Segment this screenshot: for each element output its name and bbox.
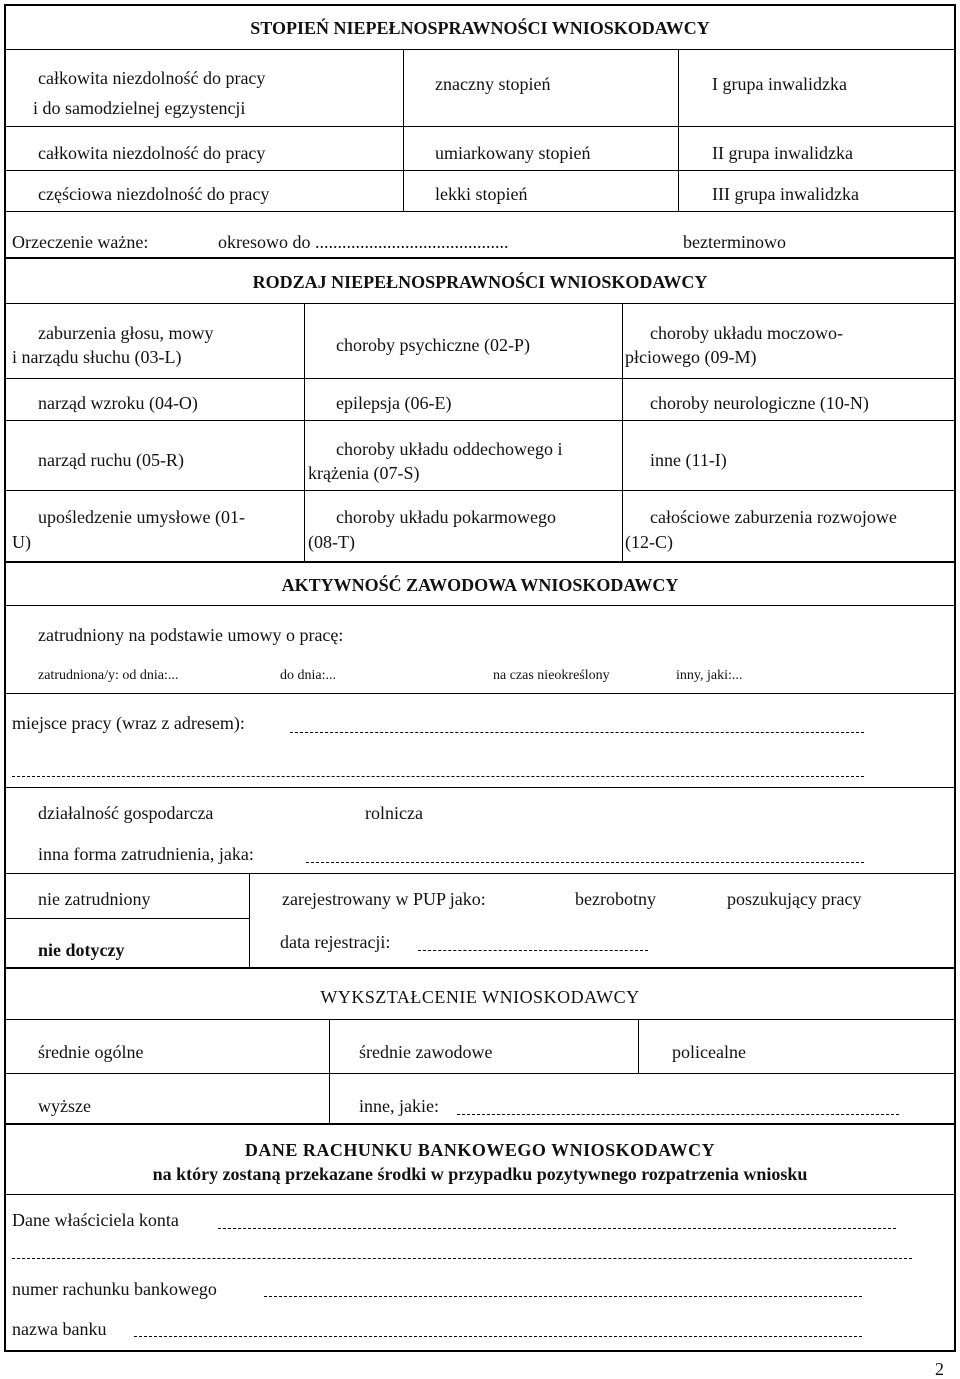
type-12-C-2: (12-C) bbox=[625, 532, 673, 552]
type-12-C: całościowe zaburzenia rozwojowe bbox=[650, 507, 897, 527]
degree-moderate: umiarkowany stopień bbox=[435, 143, 591, 163]
type-05-R: narząd ruchu (05-R) bbox=[38, 450, 184, 470]
validity-label: Orzeczenie ważne: bbox=[12, 232, 149, 252]
farming: rolnicza bbox=[365, 803, 423, 823]
degree-significant: znaczny stopień bbox=[435, 74, 551, 94]
divider bbox=[4, 49, 956, 50]
education-other-line bbox=[457, 1114, 899, 1115]
column-divider bbox=[329, 1019, 330, 1123]
degree-total-incapacity-independent: całkowita niezdolność do pracy bbox=[38, 68, 266, 88]
bank-name-line bbox=[134, 1336, 862, 1337]
type-07-S-2: krążenia (07-S) bbox=[308, 463, 420, 483]
bank-name-label: nazwa banku bbox=[12, 1319, 107, 1339]
column-divider bbox=[622, 303, 623, 561]
type-11-I: inne (11-I) bbox=[650, 450, 727, 470]
divider bbox=[4, 873, 956, 874]
education-other: inne, jakie: bbox=[359, 1096, 439, 1116]
disability-degree-header: STOPIEŃ NIEPEŁNOSPRAWNOŚCI WNIOSKODAWCY bbox=[250, 18, 710, 38]
account-number-label: numer rachunku bankowego bbox=[12, 1279, 217, 1299]
workplace-line-2 bbox=[12, 776, 864, 777]
account-owner-line-2 bbox=[12, 1258, 912, 1259]
degree-total-incapacity: całkowita niezdolność do pracy bbox=[38, 143, 266, 163]
divider bbox=[4, 605, 956, 606]
bank-header: DANE RACHUNKU BANKOWEGO WNIOSKODAWCY bbox=[244, 1140, 716, 1160]
employment-from: zatrudniona/y: od dnia:... bbox=[38, 668, 179, 683]
column-divider bbox=[678, 49, 679, 211]
education-higher: wyższe bbox=[38, 1096, 91, 1116]
workplace-line bbox=[290, 732, 864, 733]
validity-periodic: okresowo do ........................................... bbox=[218, 232, 509, 252]
column-divider bbox=[304, 303, 305, 561]
degree-light: lekki stopień bbox=[435, 184, 528, 204]
validity-indefinite: bezterminowo bbox=[683, 232, 786, 252]
section-divider bbox=[4, 967, 956, 969]
column-divider bbox=[638, 1019, 639, 1073]
other-form-line bbox=[306, 862, 864, 863]
type-09-M: choroby układu moczowo- bbox=[650, 323, 843, 343]
account-owner-label: Dane właściciela konta bbox=[12, 1210, 179, 1230]
divider bbox=[4, 1073, 956, 1074]
type-03-L: zaburzenia głosu, mowy bbox=[38, 323, 214, 343]
type-01-U: upośledzenie umysłowe (01- bbox=[38, 507, 245, 527]
employment-to: do dnia:... bbox=[280, 668, 336, 683]
divider bbox=[4, 170, 956, 171]
type-08-T: choroby układu pokarmowego bbox=[336, 507, 556, 527]
bank-subheader: na który zostaną przekazane środki w przypadku pozytywnego rozpatrzenia wniosku bbox=[152, 1164, 808, 1184]
registration-date-label: data rejestracji: bbox=[280, 932, 391, 952]
disability-type-header: RODZAJ NIEPEŁNOSPRAWNOŚCI WNIOSKODAWCY bbox=[252, 272, 708, 292]
column-divider bbox=[249, 873, 250, 968]
education-secondary-vocational: średnie zawodowe bbox=[359, 1042, 493, 1062]
degree-partial-incapacity: częściowa niezdolność do pracy bbox=[38, 184, 270, 204]
other-employment-form: inna forma zatrudnienia, jaka: bbox=[38, 844, 254, 864]
group-three: III grupa inwalidzka bbox=[712, 184, 859, 204]
type-06-E: epilepsja (06-E) bbox=[336, 393, 452, 413]
divider bbox=[4, 918, 249, 919]
divider bbox=[4, 693, 956, 694]
frame-top bbox=[4, 4, 956, 6]
type-01-U-2: U) bbox=[12, 532, 31, 552]
unemployed-status: bezrobotny bbox=[575, 889, 656, 909]
type-04-O: narząd wzroku (04-O) bbox=[38, 393, 198, 413]
business-activity: działalność gospodarcza bbox=[38, 803, 214, 823]
type-09-M-2: płciowego (09-M) bbox=[625, 347, 757, 367]
section-divider bbox=[4, 257, 956, 259]
job-seeker: poszukujący pracy bbox=[727, 889, 862, 909]
type-08-T-2: (08-T) bbox=[308, 532, 355, 552]
employment-contract-label: zatrudniony na podstawie umowy o pracę: bbox=[38, 625, 344, 645]
column-divider bbox=[403, 49, 404, 211]
type-10-N: choroby neurologiczne (10-N) bbox=[650, 393, 869, 413]
type-03-L-2: i narządu słuchu (03-L) bbox=[12, 347, 182, 367]
type-07-S: choroby układu oddechowego i bbox=[336, 439, 563, 459]
divider bbox=[4, 126, 956, 127]
unemployed: nie zatrudniony bbox=[38, 889, 151, 909]
divider bbox=[4, 420, 956, 421]
divider bbox=[4, 378, 956, 379]
frame-bottom bbox=[4, 1350, 956, 1352]
divider bbox=[4, 1019, 956, 1020]
divider bbox=[4, 490, 956, 491]
group-one: I grupa inwalidzka bbox=[712, 74, 847, 94]
employment-indefinite: na czas nieokreślony bbox=[493, 668, 610, 683]
education-header: WYKSZTAŁCENIE WNIOSKODAWCY bbox=[320, 987, 640, 1007]
group-two: II grupa inwalidzka bbox=[712, 143, 853, 163]
divider bbox=[4, 211, 956, 212]
degree-total-incapacity-independent-2: i do samodzielnej egzystencji bbox=[33, 98, 246, 118]
education-secondary-general: średnie ogólne bbox=[38, 1042, 144, 1062]
divider bbox=[4, 303, 956, 304]
account-owner-line bbox=[218, 1228, 896, 1229]
divider bbox=[4, 1194, 956, 1195]
registration-date-line bbox=[418, 950, 648, 951]
employment-header: AKTYWNOŚĆ ZAWODOWA WNIOSKODAWCY bbox=[281, 575, 679, 595]
account-number-line bbox=[264, 1296, 862, 1297]
employment-other: inny, jaki:... bbox=[676, 668, 743, 683]
divider bbox=[4, 787, 956, 788]
education-post-secondary: policealne bbox=[672, 1042, 746, 1062]
workplace-label: miejsce pracy (wraz z adresem): bbox=[12, 713, 245, 733]
section-divider bbox=[4, 1123, 956, 1125]
section-divider bbox=[4, 561, 956, 563]
not-applicable: nie dotyczy bbox=[38, 940, 125, 960]
page-number: 2 bbox=[935, 1359, 944, 1379]
type-02-P: choroby psychiczne (02-P) bbox=[336, 335, 530, 355]
registered-pup: zarejestrowany w PUP jako: bbox=[282, 889, 486, 909]
